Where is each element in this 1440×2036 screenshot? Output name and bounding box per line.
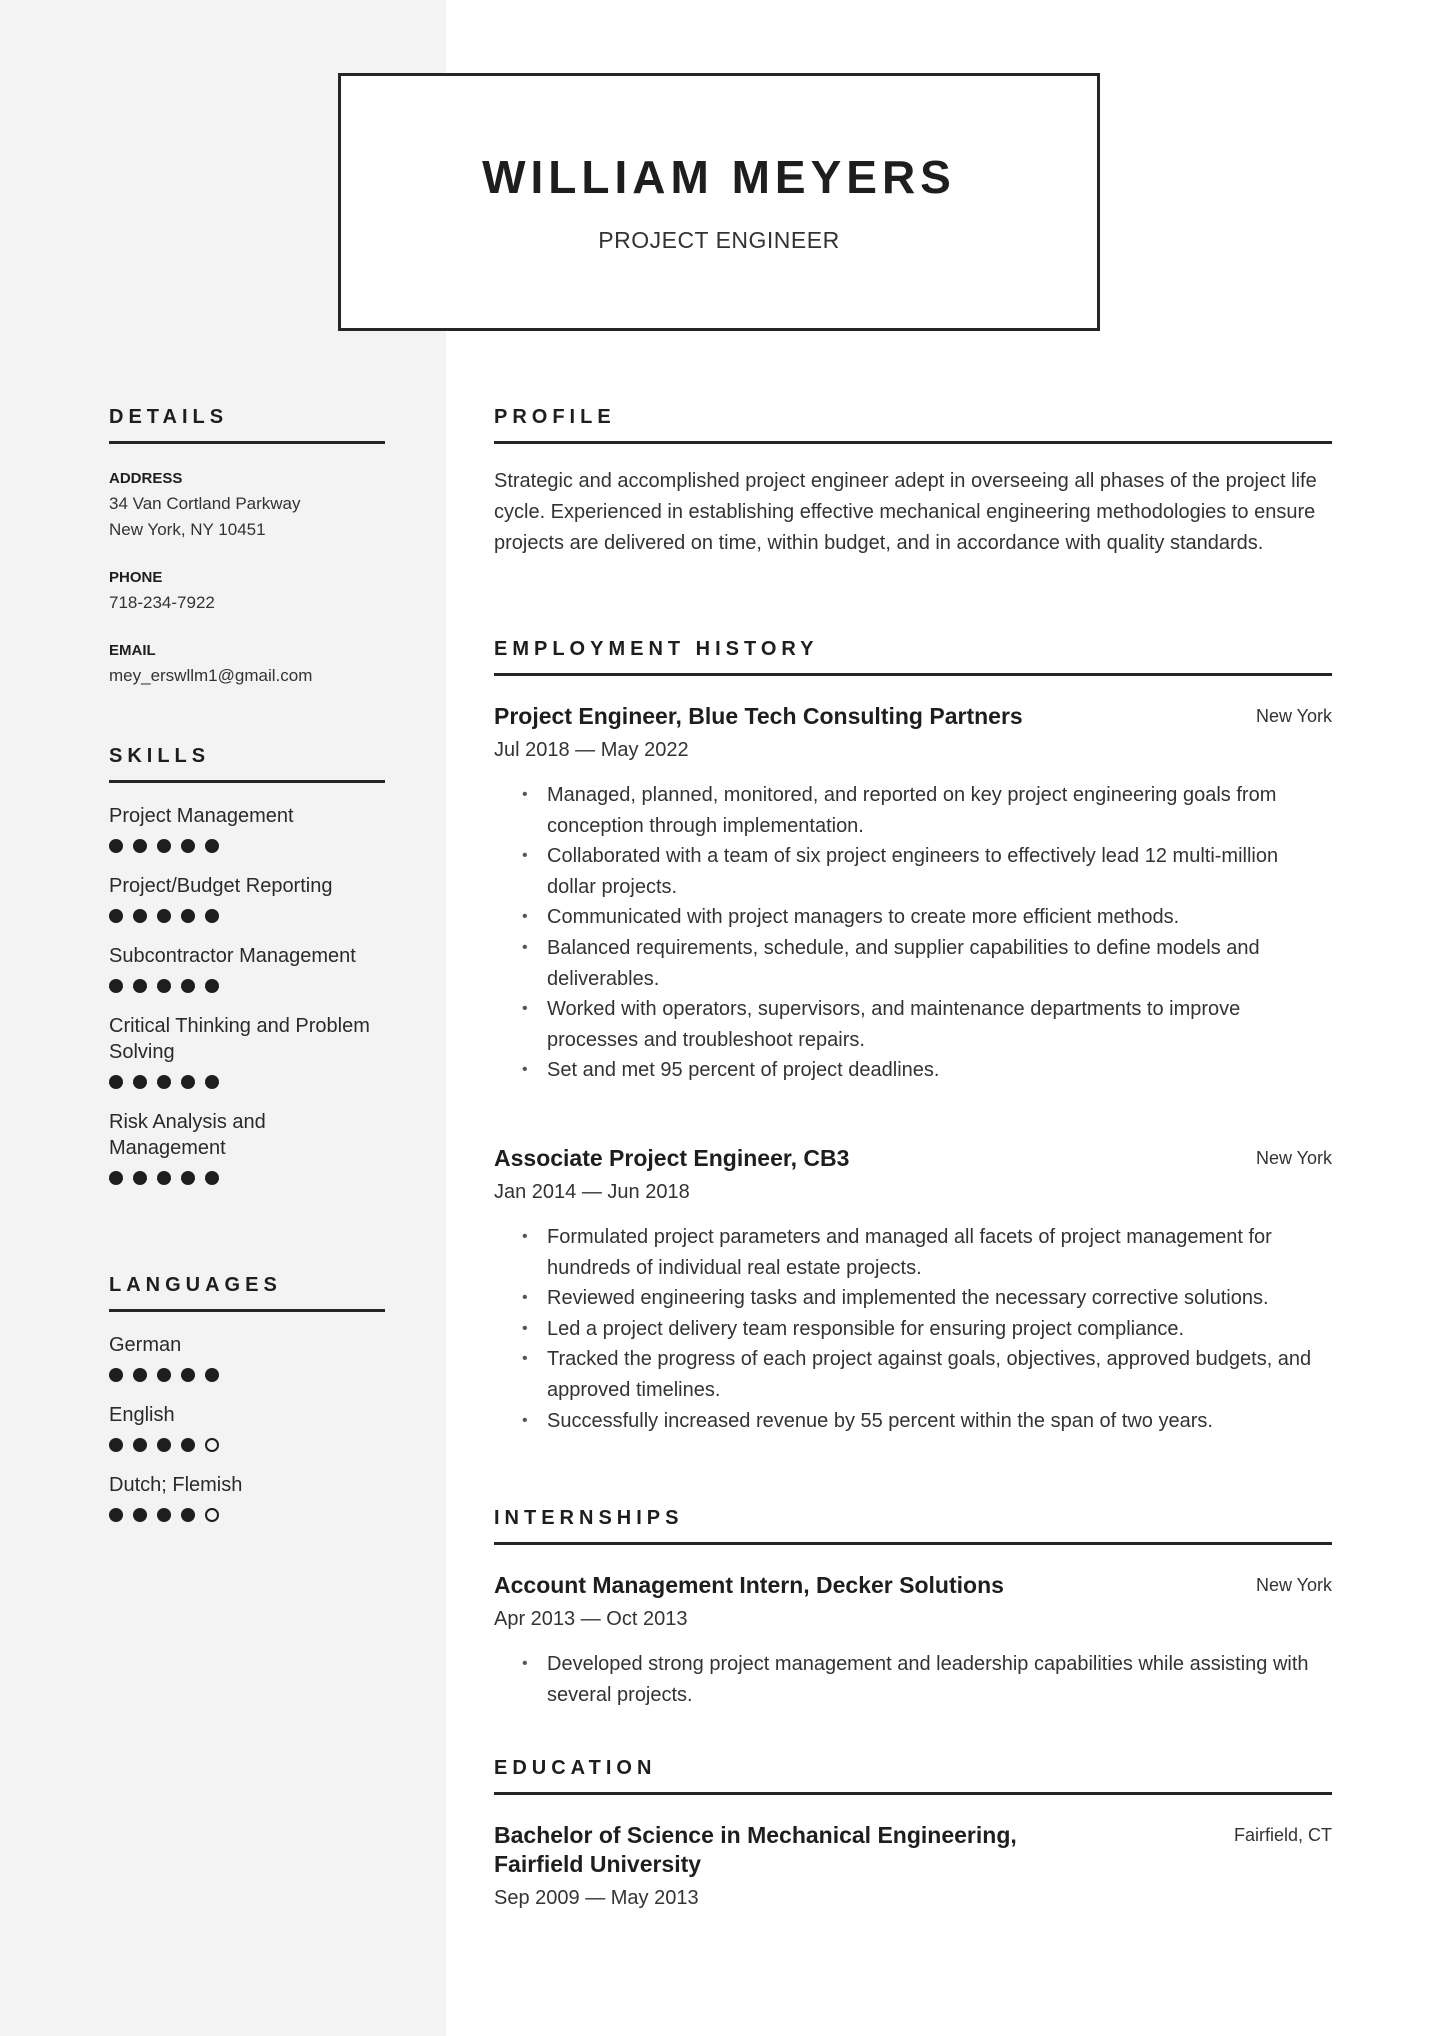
rating-dot-filled [133,1368,147,1382]
rating-dot-filled [133,1438,147,1452]
rating-dot-filled [109,1075,123,1089]
phone-value: 718-234-7922 [109,593,215,612]
rating-dot-filled [157,1171,171,1185]
rating-dot-filled [205,909,219,923]
skill-item-name: Risk Analysis and Management [109,1111,266,1159]
job-entry-title: Associate Project Engineer, CB3 [494,1144,850,1171]
education-list [494,1821,1332,1910]
internships-section [494,1507,1332,1710]
skill-item [109,1013,385,1089]
languages-section [109,1274,385,1522]
rating-dot-filled [109,1438,123,1452]
language-item-name: English [109,1404,175,1426]
job-entry-bullets [494,780,1332,1086]
address-line2: New York, NY 10451 [109,520,266,539]
bullet-item: • Led a project delivery team responsible for ensuring project compliance. [494,1314,1332,1345]
details-heading: DETAILS [109,406,385,444]
education-entry [494,1821,1332,1910]
bullet-item: • Collaborated with a team of six project engineers to effectively lead 12 multi-million dollar projects. [494,841,1332,902]
rating-dot-filled [181,1438,195,1452]
languages-list [109,1332,385,1522]
skill-item-name: Critical Thinking and Problem Solving [109,1015,370,1063]
education-entry-title: Bachelor of Science in Mechanical Engineering, Fairfield University [494,1822,1017,1877]
bullet-item: • Reviewed engineering tasks and implemented the necessary corrective solutions. [494,1283,1332,1314]
details-section [109,406,385,689]
job-entry-location: New York [1255,1147,1332,1168]
profile-heading: PROFILE [494,406,1332,444]
rating-dot-filled [181,1171,195,1185]
person-name: WILLIAM MEYERS [482,151,956,203]
language-item [109,1472,385,1522]
rating-dots [109,1368,385,1382]
rating-dot-filled [181,839,195,853]
rating-dot-filled [205,1075,219,1089]
internship-entry-bullets [494,1649,1332,1710]
skill-item [109,1109,385,1185]
rating-dot-filled [181,1508,195,1522]
language-item-name: German [109,1334,182,1356]
rating-dot-filled [157,1438,171,1452]
internship-entry-dates: Apr 2013 — Oct 2013 [494,1608,688,1630]
rating-dot-filled [109,1508,123,1522]
bullet-item: • Worked with operators, supervisors, and maintenance departments to improve processes and troubleshoot repairs. [494,994,1332,1055]
rating-dots [109,1438,385,1452]
address-line1: 34 Van Cortland Parkway [109,494,301,513]
rating-dot-filled [133,1508,147,1522]
job-entry-location: New York [1255,706,1332,726]
job-entry-dates: Jan 2014 — Jun 2018 [494,1180,690,1203]
rating-dot-empty [205,1508,219,1522]
education-entry-dates: Sep 2009 — May 2013 [494,1887,699,1909]
rating-dot-filled [181,1368,195,1382]
rating-dot-filled [181,979,195,993]
job-title: PROJECT ENGINEER [598,227,840,253]
rating-dots [109,1075,385,1089]
skill-item-name: Subcontractor Management [109,945,356,967]
rating-dot-filled [133,1171,147,1185]
job-entry [494,702,1332,1086]
job-entry-title: Project Engineer, Blue Tech Consulting Partners [494,703,1023,729]
language-item [109,1402,385,1452]
rating-dots [109,839,385,853]
rating-dots [109,1171,385,1185]
skill-item [109,943,385,993]
employment-section [494,638,1332,1436]
rating-dot-filled [133,909,147,923]
skills-heading: SKILLS [109,745,385,783]
address-label: ADDRESS [109,470,183,487]
rating-dot-filled [109,1368,123,1382]
rating-dot-filled [133,979,147,993]
bullet-item: • Communicated with project managers to create more efficient methods. [494,902,1332,933]
phone-label: PHONE [109,569,163,586]
rating-dot-filled [205,979,219,993]
skills-list [109,803,385,1185]
profile-section [494,406,1332,559]
language-item-name: Dutch; Flemish [109,1474,243,1496]
jobs-list [494,702,1332,1436]
job-entry-dates: Jul 2018 — May 2022 [494,739,689,761]
education-heading: EDUCATION [494,1757,1332,1795]
rating-dot-filled [157,839,171,853]
bullet-item: • Successfully increased revenue by 55 percent within the span of two years. [494,1406,1332,1437]
bullet-item: • Balanced requirements, schedule, and supplier capabilities to define models and deliverables. [494,933,1332,994]
rating-dot-filled [157,1508,171,1522]
email-label: EMAIL [109,642,156,659]
rating-dot-filled [133,1075,147,1089]
rating-dot-filled [181,909,195,923]
education-entry-location: Fairfield, CT [1233,1825,1332,1845]
job-entry-bullets [494,1222,1332,1436]
rating-dot-filled [157,1368,171,1382]
rating-dot-filled [205,1171,219,1185]
rating-dot-filled [205,839,219,853]
rating-dots [109,1508,385,1522]
rating-dot-filled [157,1075,171,1089]
skill-item-name: Project Management [109,805,294,827]
job-entry [494,1144,1332,1436]
rating-dot-empty [205,1438,219,1452]
bullet-item: • Set and met 95 percent of project deadlines. [494,1055,1332,1086]
skill-item-name: Project/Budget Reporting [109,875,333,897]
email-value: mey_erswllm1@gmail.com [109,666,313,685]
rating-dot-filled [157,909,171,923]
rating-dot-filled [205,1368,219,1382]
employment-heading: EMPLOYMENT HISTORY [494,638,1332,676]
name-header-box [338,73,1100,331]
rating-dot-filled [133,839,147,853]
skill-item [109,803,385,853]
rating-dot-filled [157,979,171,993]
internship-entry-title: Account Management Intern, Decker Solutions [494,1572,1004,1598]
bullet-item: • Managed, planned, monitored, and reported on key project engineering goals from conception through implementation. [494,780,1332,841]
profile-text: Strategic and accomplished project engineer adept in overseeing all phases of the project life cycle. Experienced in establishing effective mechanical engineering methodologies to ensure projects are delivered on time, within budget, and in accordance with quality standards. [494,470,1317,554]
internship-entry-location: New York [1255,1575,1332,1595]
rating-dot-filled [109,979,123,993]
rating-dot-filled [109,909,123,923]
internships-heading: INTERNSHIPS [494,1507,1332,1545]
internship-entry [494,1571,1332,1710]
bullet-item: • Formulated project parameters and managed all facets of project management for hundreds of individual real estate projects. [494,1222,1332,1283]
internships-list [494,1571,1332,1710]
bullet-item: • Tracked the progress of each project against goals, objectives, approved budgets, and approved timelines. [494,1344,1332,1405]
rating-dot-filled [181,1075,195,1089]
language-item [109,1332,385,1382]
skills-section [109,745,385,1185]
rating-dots [109,909,385,923]
rating-dot-filled [109,839,123,853]
skill-item [109,873,385,923]
rating-dot-filled [109,1171,123,1185]
languages-heading: LANGUAGES [109,1274,385,1312]
bullet-item: • Developed strong project management and leadership capabilities while assisting with several projects. [494,1649,1332,1710]
rating-dots [109,979,385,993]
education-section [494,1757,1332,1910]
